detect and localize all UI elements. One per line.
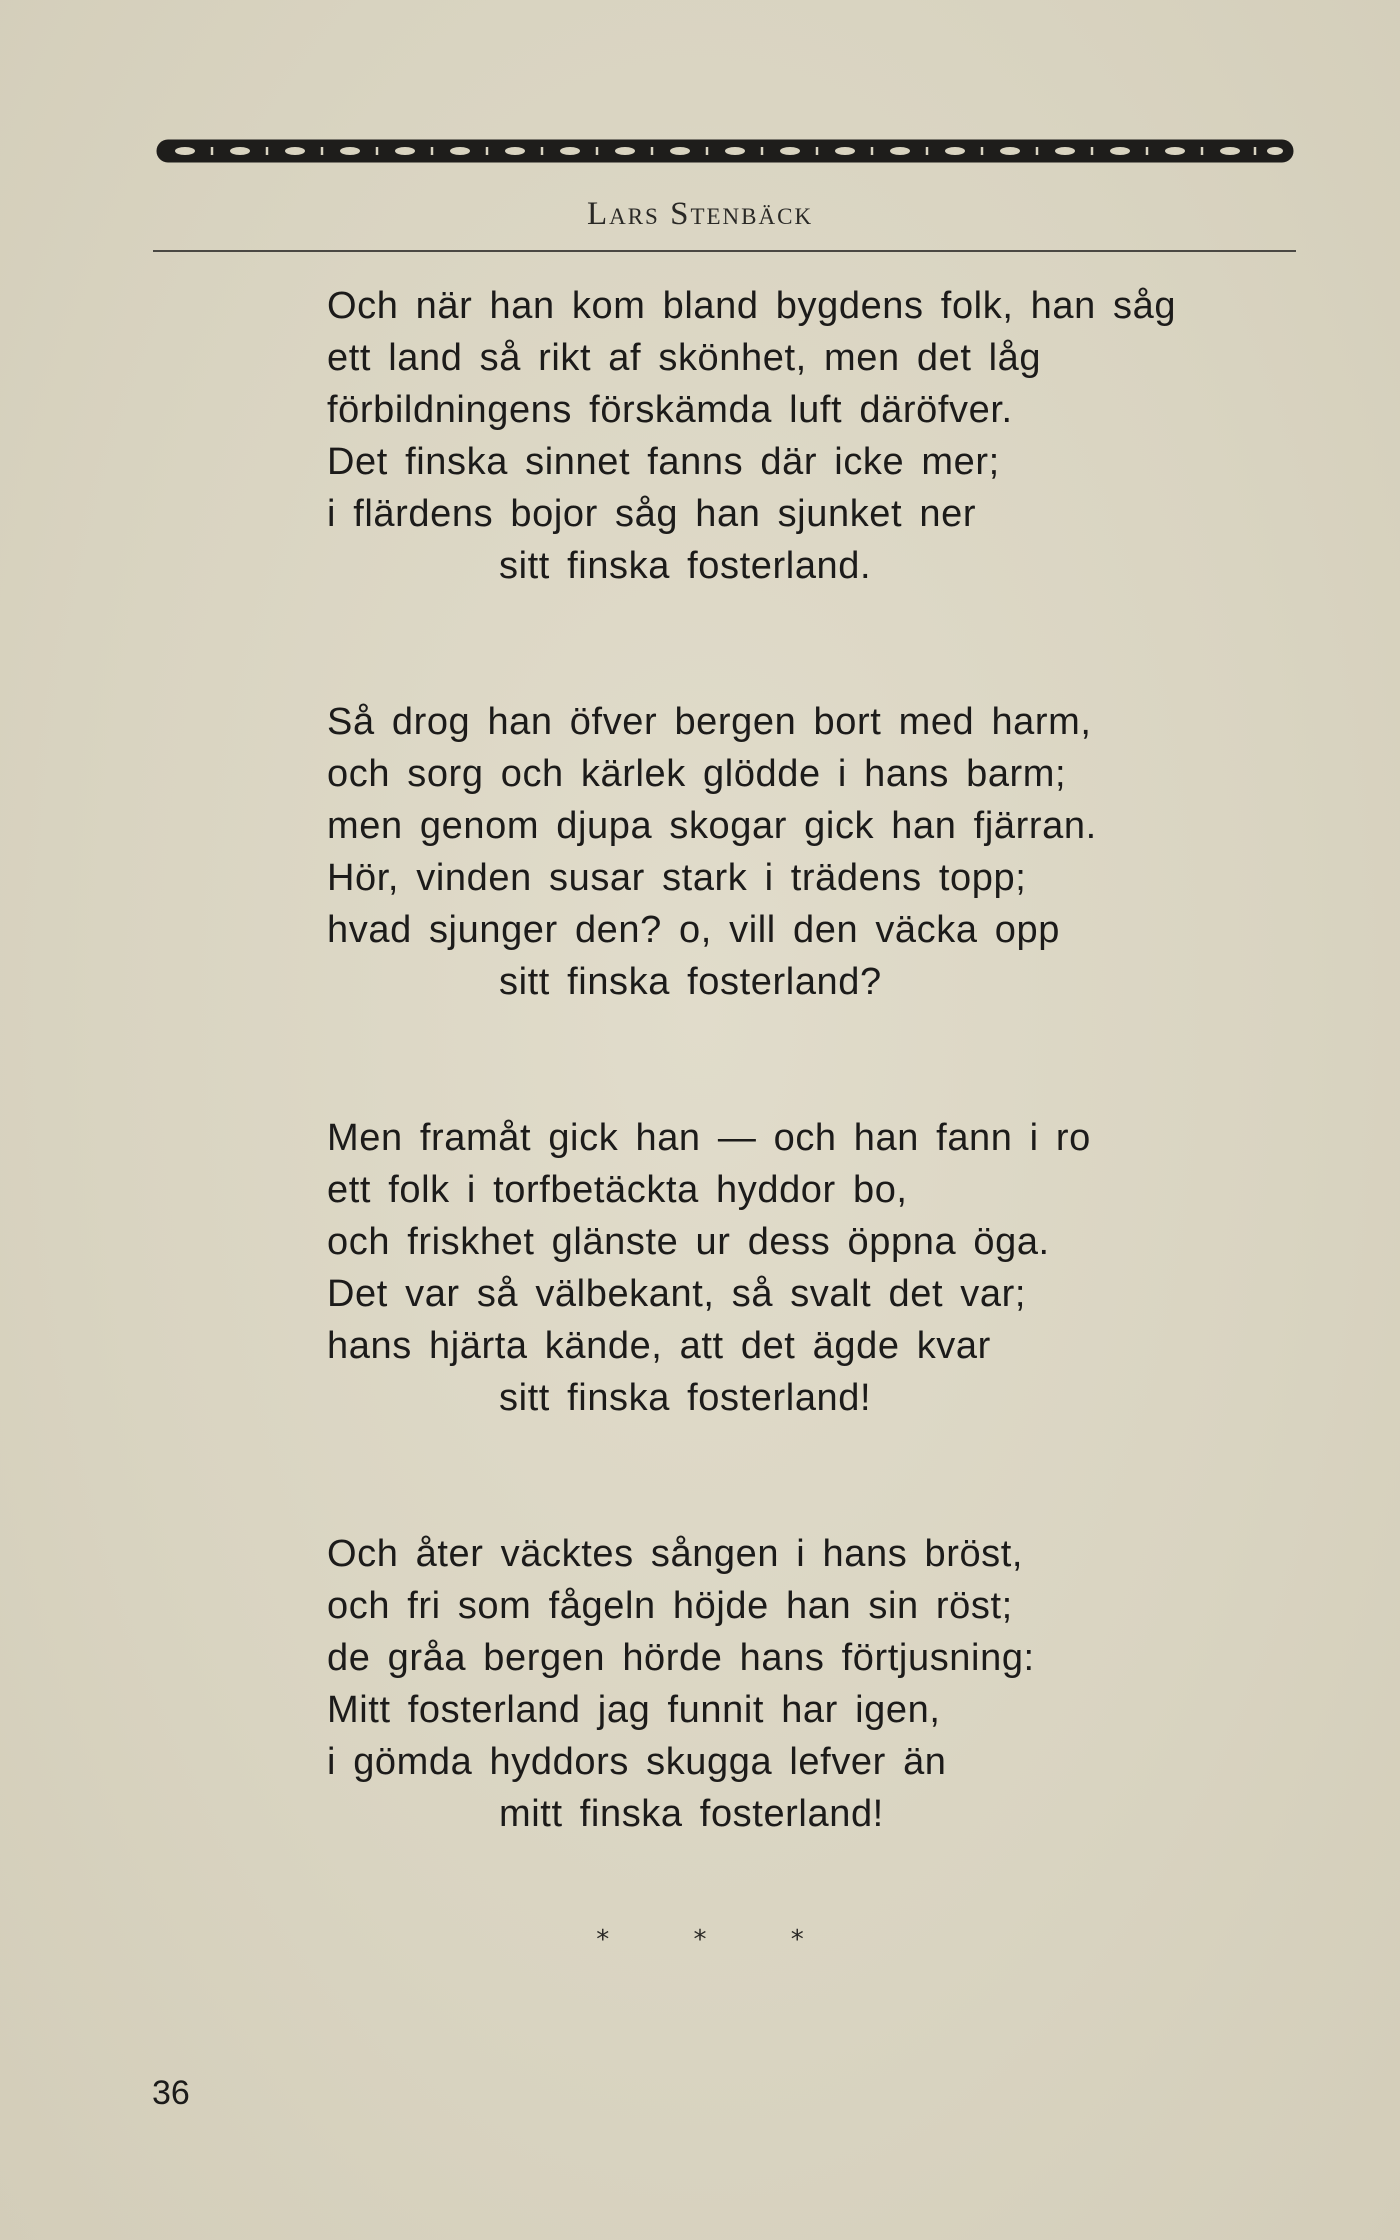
poem-line: Mitt fosterland jag funnit har igen, (327, 1689, 941, 1731)
poem-line: i gömda hyddors skugga lefver än (327, 1741, 947, 1783)
poem-line: Och åter väcktes sången i hans bröst, (327, 1533, 1024, 1575)
poem-line: i flärdens bojor såg han sjunket ner (327, 493, 977, 535)
poem-line: ett folk i torfbetäckta hyddor bo, (327, 1169, 908, 1211)
poem-line: de gråa bergen hörde hans förtjusning: (327, 1637, 1035, 1679)
stanza (327, 696, 1247, 1008)
running-head: Lars Stenbäck (586, 196, 814, 232)
stanza (327, 1528, 1247, 1840)
poem-line: men genom djupa skogar gick han fjärran. (327, 805, 1097, 847)
poem-line: och sorg och kärlek glödde i hans barm; (327, 753, 1067, 795)
section-break-asterisks: * * * (596, 1925, 842, 1955)
poem (327, 280, 1247, 1840)
page-number: 36 (152, 2074, 190, 2112)
poem-line: hvad sjunger den? o, vill den väcka opp (327, 909, 1060, 951)
poem-line: Och när han kom bland bygdens folk, han såg (327, 285, 1177, 327)
poem-line: förbildningens förskämda luft däröfver. (327, 389, 1013, 431)
poem-line: hans hjärta kände, att det ägde kvar (327, 1325, 991, 1367)
refrain-line: sitt finska fosterland? (499, 961, 882, 1003)
chain-ornament (155, 136, 1295, 166)
poem-line: och friskhet glänste ur dess öppna öga. (327, 1221, 1050, 1263)
poem-line: Så drog han öfver bergen bort med harm, (327, 701, 1092, 743)
stanza (327, 1112, 1247, 1424)
poem-line: Men framåt gick han — och han fann i ro (327, 1117, 1091, 1159)
stanza (327, 280, 1247, 592)
poem-line: Det var så välbekant, så svalt det var; (327, 1273, 1027, 1315)
refrain-line: sitt finska fosterland. (499, 545, 872, 587)
header-rule (153, 250, 1296, 252)
poem-line: och fri som fågeln höjde han sin röst; (327, 1585, 1013, 1627)
refrain-line: sitt finska fosterland! (499, 1377, 872, 1419)
poem-line: Hör, vinden susar stark i trädens topp; (327, 857, 1027, 899)
refrain-line: mitt finska fosterland! (499, 1793, 884, 1835)
poem-line: ett land så rikt af skönhet, men det låg (327, 337, 1042, 379)
poem-line: Det finska sinnet fanns där icke mer; (327, 441, 1000, 483)
